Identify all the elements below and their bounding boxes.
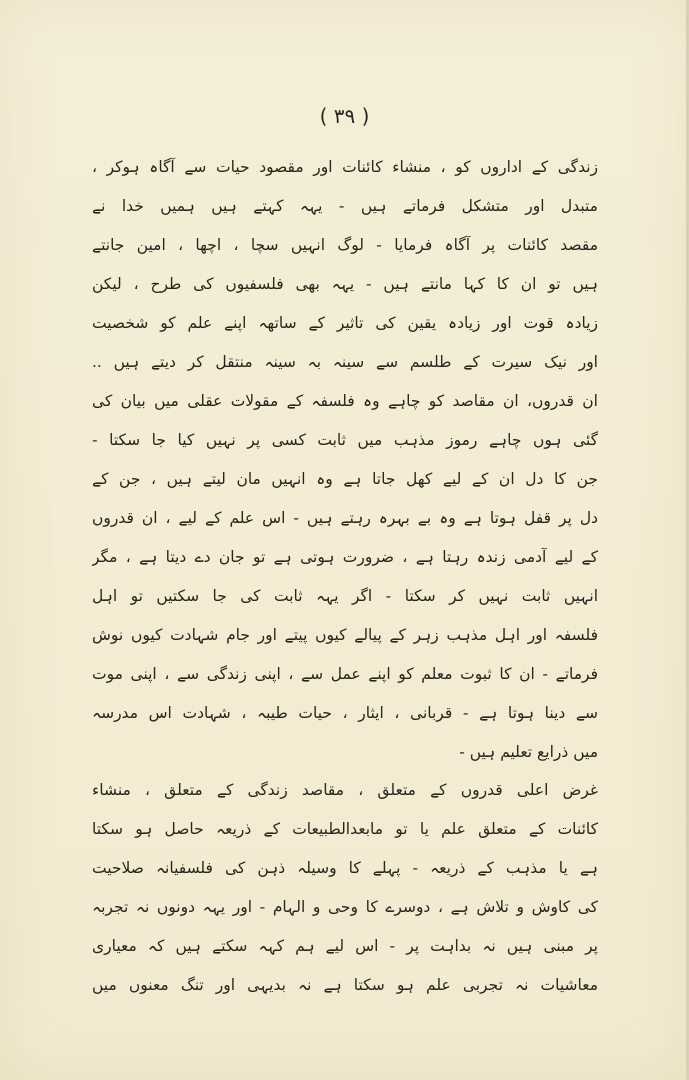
text-line: غرض اعلی قدروں کے متعلق ، مقاصد زندگی کے متعلق ، منشاء bbox=[92, 781, 598, 799]
text-line: دل پر قفل ہوتا ہے وہ بے بہرہ رہتے ہیں - اس علم کے لیے ، ان قدروں bbox=[92, 509, 598, 527]
text-line: معاشیات نہ تجربی علم ہو سکتا ہے نہ بدیہی اور تنگ معنوں میں bbox=[92, 976, 598, 994]
text-line: ان قدروں، ان مقاصد کو چاہے وہ فلسفہ کے مقولات عقلی میں بیان کی bbox=[92, 392, 598, 410]
text-line: گئی ہوں چاہے رموز مذہب میں ثابت کسی پر نہیں کیا جا سکتا - bbox=[92, 431, 598, 449]
text-line: ہے یا مذہب کے ذریعہ - پہلے کا وسیلہ ذہن کی فلسفیانہ صلاحیت bbox=[92, 859, 598, 877]
text-line: زیادہ قوت اور زیادہ یقین کی تاثیر کے ساتھہ اپنے علم کو شخصیت bbox=[92, 314, 598, 332]
text-line: متبدل اور متشکل فرماتے ہیں - یہہ کہتے ہیں ہمیں خدا نے bbox=[92, 197, 598, 215]
text-line: فلسفہ اور اہل مذہب زہر کے پیالے کیوں پیتے اور جام شہادت کیوں نوش bbox=[92, 626, 598, 644]
text-line: اور نیک سیرت کے طلسم سے سینہ بہ سینہ منتقل کر دیتے ہیں .. bbox=[92, 353, 598, 371]
text-line: کی کاوش و تلاش ہے ، دوسرے کا وحی و الہام - اور یہہ دونوں نہ تجربہ bbox=[92, 898, 598, 916]
text-line: انہیں ثابت نہیں کر سکتا - اگر یہہ ثابت کی جا سکتیں تو اہل bbox=[92, 587, 598, 605]
paragraph-1 bbox=[92, 148, 598, 772]
text-line: مقصد کائنات پر آگاہ فرمایا - لوگ انہیں سچا ، اچھا ، امین جانتے bbox=[92, 236, 598, 254]
page-number: ( ٣٩ ) bbox=[319, 104, 370, 128]
text-line: کے لیے آدمی زندہ رہتا ہے ، ضرورت ہوتی ہے تو جان دے دیتا ہے ، مگر bbox=[92, 548, 598, 566]
text-line: جن کا دل ان کے لیے کھل جاتا ہے وہ انہیں مان لیتے ہیں ، جن کے bbox=[92, 470, 598, 488]
text-line: کائنات کے متعلق علم یا تو مابعدالطبیعات کے ذریعہ حاصل ہو سکتا bbox=[92, 820, 598, 838]
text-line: ہیں تو ان کا کہا مانتے ہیں - یہہ بھی فلسفیوں کی طرح ، لیکن bbox=[92, 275, 598, 293]
paragraph-2 bbox=[92, 771, 598, 1005]
text-line: سے دینا ہوتا ہے - قربانی ، ایثار ، حیات طیبہ ، شہادت اس مدرسہ bbox=[92, 704, 598, 722]
text-line: فرماتے - ان کا ثبوت معلم کو اپنے عمل سے ، اپنی زندگی سے ، اپنی موت bbox=[92, 665, 598, 683]
text-line: میں ذرایع تعلیم ہیں - bbox=[459, 743, 598, 761]
text-line: پر مبنی ہیں نہ بداہت پر - اس لیے ہم کہہ سکتے ہیں کہ معیاری bbox=[92, 937, 598, 955]
text-line: زندگی کے اداروں کو ، منشاء کائنات اور مقصود حیات سے آگاہ ہوکر ، bbox=[92, 158, 598, 176]
